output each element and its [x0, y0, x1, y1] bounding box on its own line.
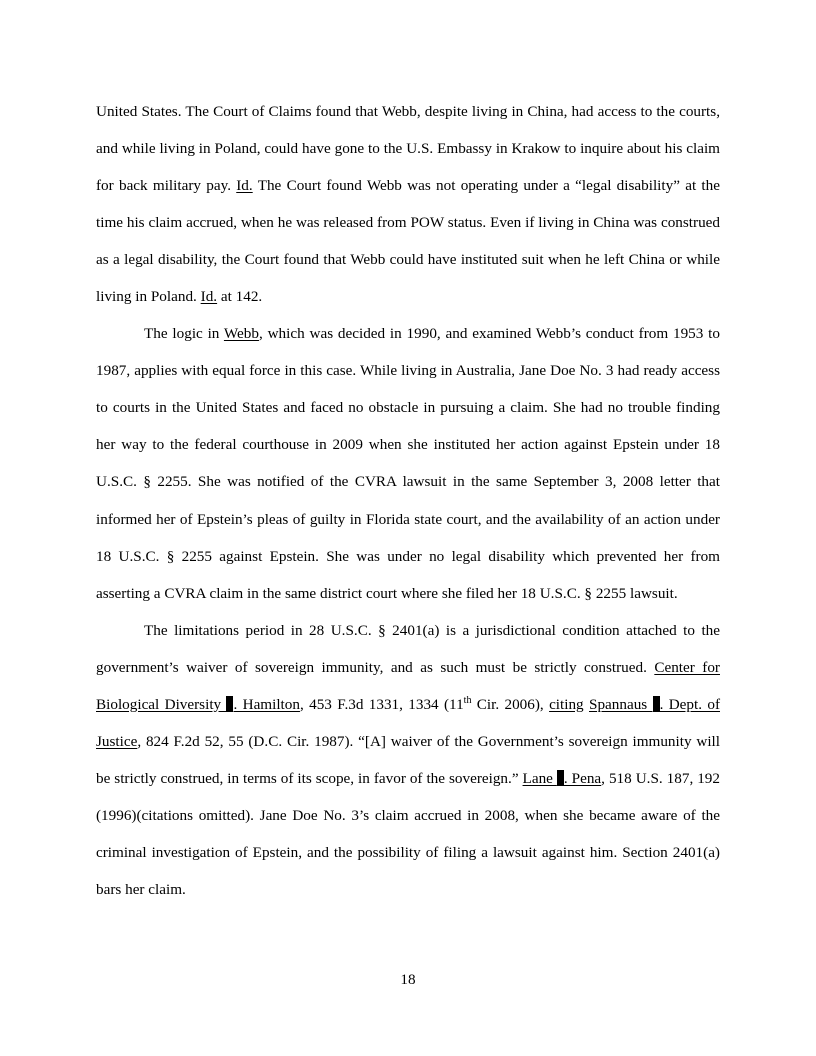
paragraph-webb-holding: United States. The Court of Claims found that Webb, despite living in China, had access to the courts, and while living in Poland, could have gone to the U.S. Embassy in Krakow to inquire about his claim for back military pay. Id. The Court found Webb was not operating under a “legal disability” at the time his claim accrued, when he was released from POW status. Even if living in China was construed as a legal disability, the Court found that Webb could have instituted suit when he left China or while living in Poland. Id. at 142. [96, 103, 720, 306]
paragraph-webb-logic: The logic in Webb, which was decided in 1990, and examined Webb’s conduct from 1953 to 1987, applies with equal force in this case. While living in Australia, Jane Doe No. 3 had ready access to courts in the United States and faced no obstacle in pursuing a claim. She had no trouble finding her way to the federal courthouse in 2009 when she instituted her action against Epstein under 18 U.S.C. § 2255. She was notified of the CVRA lawsuit in the same September 3, 2008 letter that informed her of Epstein’s pleas of guilty in Florida state court, and the availability of an action under 18 U.S.C. § 2255 against Epstein. She was under no legal disability which prevented her from asserting a CVRA claim in the same district court where she filed her 18 U.S.C. § 2255 lawsuit. [96, 325, 720, 602]
citation-id: Id. [200, 288, 218, 306]
signal-citing: citing [549, 695, 584, 713]
redaction-mark [653, 696, 660, 712]
redaction-mark [557, 770, 564, 786]
case-name-webb: Webb [223, 325, 259, 343]
document-body [96, 93, 720, 908]
page-number: 18 [400, 971, 416, 988]
case-name-spannaus: Spannaus . Dept. of Justice [96, 695, 720, 750]
ordinal-superscript: th [463, 694, 472, 706]
citation-id: Id. [236, 177, 253, 195]
case-name-center-for-biological-diversity: Center for Biological Diversity . Hamilton [96, 658, 720, 713]
case-name-lane: Lane . Pena [522, 769, 602, 787]
paragraph-limitations-period: The limitations period in 28 U.S.C. § 2401(a) is a jurisdictional condition attached to the government’s waiver of sovereign immunity, and as such must be strictly construed. Center for Biological Diversity . Hamilton, 453 F.3d 1331, 1334 (11th Cir. 2006), citing Spannaus . Dept. of Justice, 824 F.2d 52, 55 (D.C. Cir. 1987). “[A] waiver of the Government’s sovereign immunity will be strictly construed, in terms of its scope, in favor of the sovereign.” Lane . Pena, 518 U.S. 187, 192 (1996)(citations omitted). Jane Doe No. 3’s claim accrued in 2008, when she became aware of the criminal investigation of Epstein, and the possibility of filing a lawsuit against him. Section 2401(a) bars her claim. [96, 621, 720, 898]
